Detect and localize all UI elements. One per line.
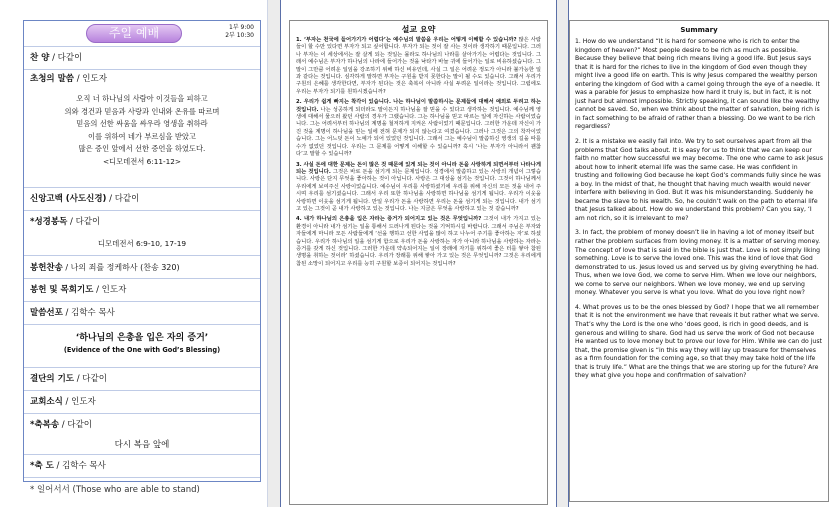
order-leader: / 김학수 목사 (62, 308, 115, 318)
english-summary-frame (569, 20, 829, 502)
call-to-worship-verse (30, 89, 254, 169)
summary-paragraph: 3. In fact, the problem of money doesn’t lie in having a lot of money itself but rather the problem surfaces from loving money. It is a matter of serving money. The concept of love that is said in the bible is just that. Love is not simply liking something. Love is to serve the loved one. This was the kind of love that God demonstrated to us. Jesus loved us and served us by giving everything he had. Thus, when we love God, we come to serve Him. When we love our neighbors, we come to serve our neighbors. When we love money, we end up serving money. Whatever you serve is what you love. What do you love right now? (575, 229, 821, 297)
service-title: 주일 예배 (86, 24, 182, 43)
order-leader: / 다같이 (67, 217, 101, 227)
order-leader: / 다같이 (74, 374, 107, 384)
summary-body: 나는 성공하게 되더라도 말이든지 하나님을 잘 믿을 수 있다고 생각하는 것입니다. 예수님께 영생에 대해서 물으러 왔던 사람의 경우가 그랬습니다. 그는 하나님을 믿고 따르는 일에 자신하는 사람이었습니다. 그는 어려서부터 하나님의 계명을 철저하게 지켜온 사람이었기 때문입니다. 그러한 가운데 자신이 가진 것을 계명이 하나님을 믿는 일에 전혀 문제가 되지 않는다고 여겼습니다. 그러나 그것은 그의 착각이었습니다. 그는 어느덧 돈이 노예가 되어 있었던 것입니다. 그래서 그는 예수님이 말씀하신 영생의 길을 따를 수가 없었던 것입니다. 우리는 그 문제를 어떻게 이해할 수 있습니까? 혹시 ‘나는 부자가 아니라서 괜찮다’고 말할 수 있습니까? (296, 106, 541, 158)
summary-paragraph (296, 216, 541, 268)
order-leader: / 김학수 목사 (53, 461, 106, 471)
order-item-benediction (24, 454, 260, 477)
summary-paragraph: 4. What proves us to be the ones blessed by God? I hope that we all remember that it is not the environment we have that reveals it but rather what we serve. That’s why the Lord is the one who ‘does good, is rich in good deeds, and is generous and willing to share. God had us serve the work of God not because He wanted us to love money but to prove our love for Him. While we can do just that, the promise given is “in this way they will lay up treasure for themselves as a firm foundation for the coming age, so that they may take hold of the life that is truly life.” What are the things that we are storing up for the future? Are they what give you hope and confirmation of salvation? (575, 303, 822, 380)
order-leader: / 다같이 (59, 420, 92, 430)
order-of-service-page (0, 0, 268, 507)
order-label: 신앙고백 (사도신경) (30, 194, 107, 204)
order-item-sermon (24, 301, 260, 324)
korean-summary-frame (289, 20, 548, 505)
summary-body: 그것이 내가 가지고 있는 환경이 아니라 내가 섬기는 일을 통해서 드러나게 된다는 것을 기억하시길 바랍니다. 그래서 주님은 부자와 자들에게 마니라 모든 사람들에게 ‘선을 행하고 선한 사업을 많이 하고 나누어 주기를 좋아하는 자’로 하셨습니다. 우리가 하나님의 일을 섬기게 함으로 우리가 돈을 사랑하는 자가 아니라 하나님을 사랑하는 자라는 증거를 갖게 하신 것입니다. 그러한 가운데 약속되어지는 일이 장래에 자기를 위하여 좋은 터를 쌓아 참된 생명을 취하는 것이라’ 하셨습니다. 우리가 장래를 위해 쌓아 가고 있는 것은 무엇입니까? 그것은 우리에게 참된 소망이 되어지고 우리를 능히 구원할 보증이 되어지는 것입니까? (296, 216, 542, 267)
order-of-service-frame (23, 20, 261, 495)
order-leader: / 인도자 (93, 285, 127, 295)
summary-question: 3. 사실 돈에 대한 문제는 돈이 많은 것 때문에 있게 되는 것이 아니라 돈을 사랑하게 되면서부터 나타나게 되는 것입니다. (296, 161, 541, 175)
doxology-song-title: 다시 복음 앞에 (114, 440, 170, 450)
verse-line: 의와 경건과 믿음과 사랑과 인내와 온유를 따르며 (64, 106, 220, 116)
verse-line: 이를 위하여 네가 부르심을 받았고 (88, 131, 196, 141)
order-leader: / 다같이 (106, 194, 140, 204)
order-label: 결단의 기도 (30, 374, 75, 384)
standing-note-text: * 일어서서 (Those who are able to stand) (30, 485, 200, 495)
scripture-reference: 디모데전서 6:9-10, 17-19 (97, 239, 187, 248)
order-item-praise (24, 46, 260, 69)
order-label: 봉헌 및 목회기도 (30, 285, 94, 295)
order-leader: / 인도자 (62, 397, 96, 407)
service-times (225, 24, 254, 40)
order-item-doxology (24, 413, 260, 436)
korean-summary-title: 설교 요약 (401, 25, 436, 34)
summary-question: 4. 내가 하나님의 은총을 입은 자라는 증거가 되어지고 있는 것은 무엇입니까? (296, 216, 482, 223)
order-label: *축 도 (30, 461, 54, 471)
english-summary-title: Summary (680, 26, 718, 34)
english-summary-page (568, 0, 835, 507)
order-item-offering-hymn (24, 255, 260, 278)
verse-reference: <디모데전서 6:11-12> (102, 156, 182, 166)
order-item-announcements (24, 390, 260, 413)
order-item-call-to-worship (24, 69, 260, 187)
service-time-2: 2부 10:30 (225, 32, 254, 39)
order-label: 찬 양 (30, 53, 50, 63)
verse-line: 많은 증인 앞에서 선한 증언을 하였도다. (78, 144, 206, 154)
summary-body: 그것은 바로 돈을 섬기게 되는 문제입니다. 성경에서 말씀하고 있는 사랑의 개념이 그렇습니다. 사랑은 단지 무엇을 좋아하는 것이 아닙니다. 사랑은 그 대상을 섬기는 것입니다. 그것이 하나님께서 우리에게 보여주신 사랑이었습니다. 예수님이 우리를 사랑하셨기에 우리를 위해 자신의 모든 것을 내어 주시며 우리를 섬기셨습니다. 그래서 우리 또한 하나님을 사랑하면 하나님을 섬기게 됩니다. 우리가 이웃을 사랑하면 이웃을 섬기게 됩니다. 만일 우리가 돈을 사랑하면 우리는 돈을 섬기게 되는 것입니다. 내가 섬기고 있는 그것이 곧 내가 사랑하고 있는 것입니다. 나는 지금은 무엇을 사랑하고 있는 것 같습니까? (296, 168, 541, 212)
order-leader: / 다같이 (49, 53, 83, 63)
order-leader: / 인도자 (74, 74, 107, 84)
summary-body: 많은 사람들이 할 수만 있다면 부자가 되고 싶어합니다. 부자가 되는 것이 잘 사는 것이라 생각하기 때문입니다. 그러나 부자는 이 세상에서는 잘 살게 되는 것일는 몰라도 하나님의 나라를 살아가기는 어렵다는 것입니다. 그래서 예수님은 부자가 하나님의 나라에 들어가는 것을 낙타가 바늘 귀에 들어가는 일로 비유하셨습니다. 그 말이 그만큼 어려운 일임을 강조하기 위해 하신 비유인데, 사실 그 일은 어려운 정도가 아니라 불가능한 일과 같다는 것입니다. 심각하게 말하면 부자는 구원을 받지 못한다는 말이 될 수도 있습니다. 그래서 우리가 구원의 은혜를 생각한다면, 부자가 된다는 것은 축복이 아니라 사실 두려운 일이라는 것입니다. 그럼에도 우리는 부자가 되기를 원하시겠습니까? (296, 37, 541, 95)
order-label: *성경봉독 (30, 217, 68, 227)
offering-hymn-title: / 나의 죄를 정케하사 (찬송 320) (62, 263, 180, 272)
order-item-scripture-reading (24, 210, 260, 233)
order-item-creed (24, 187, 260, 210)
summary-question: 1. ‘부자는 천국에 들어가기가 어렵다’는 예수님의 말씀을 우리는 어떻게 이해할 수 있습니까? (296, 37, 517, 43)
standing-note (24, 477, 260, 500)
summary-question: 2. 우리가 쉽게 빠지는 착각이 있습니다. 나는 하나님이 말씀하시는 문제들에 대해서 예외로 두려고 하는 것입니다. (296, 99, 541, 113)
sermon-title-korean: ‘하나님의 은총을 입은 자의 증거’ (75, 333, 209, 343)
order-label: 봉헌찬송 (30, 263, 63, 273)
order-label: 교회소식 (30, 397, 63, 407)
order-header (24, 21, 260, 46)
korean-summary-page (280, 0, 557, 507)
summary-paragraph (296, 99, 541, 158)
summary-paragraph: 1. How do we understand “It is hard for someone who is rich to enter the kingdom of heaven?” Most people desire to be rich as much as possible. Because they believe that being rich means living a good life. But Jesus says that it is hard for the riches to live in the kingdom of God even though they might live a good life on earth. This is why Jesus compared the wealthy person entering the kingdom of God with a camel going through the eye of a needle. It was a parable for Jesus to emphasize how hard it truly is, but in fact, it is not just hard but almost impossible. Strictly speaking, it can sound like the wealthy cannot be saved. So, when we think about the matter of salvation, being rich is in fact something to be afraid of rather than a blessing. Do we want to be rich regardless? (575, 38, 820, 131)
verse-line: 믿음의 선한 싸움을 싸우라 영생을 취하라 (76, 119, 208, 129)
sermon-title-english: (Evidence of the One with God’s Blessing) (63, 346, 221, 354)
summary-paragraph: 2. It is a mistake we easily fall into. We try to set ourselves apart from all the problems that God talks about. It is easy for us to think that we can keep our faith no matter how successful we may become. The one who came to ask Jesus about how to inherit eternal life was the same case. He was confident in trusting and following God because he kept God’s commands fully since he was a boy. In the midst of that, he thought that having much wealth would never interfere with believing in God. But it was his misunderstanding. Suddenly he became the slave to his wealth. So, he couldn’t walk on the path to eternal life that Jesus talked about. How do we understand this problem? Can you say, ‘I am not rich, so it is irrelevant to me? (575, 138, 823, 222)
order-label: 말씀선포 (30, 308, 63, 318)
sermon-title-box (24, 324, 260, 367)
order-item-decision-prayer (24, 367, 260, 390)
summary-paragraph (296, 162, 541, 214)
summary-paragraph (296, 37, 541, 96)
order-label: 초청의 말씀 (30, 74, 75, 84)
order-label: *축복송 (30, 420, 60, 430)
order-item-offering-prayer (24, 278, 260, 301)
verse-line: 오직 너 하나님의 사람아 이것들을 피하고 (76, 94, 208, 103)
service-time-1: 1부 9:00 (229, 24, 254, 31)
